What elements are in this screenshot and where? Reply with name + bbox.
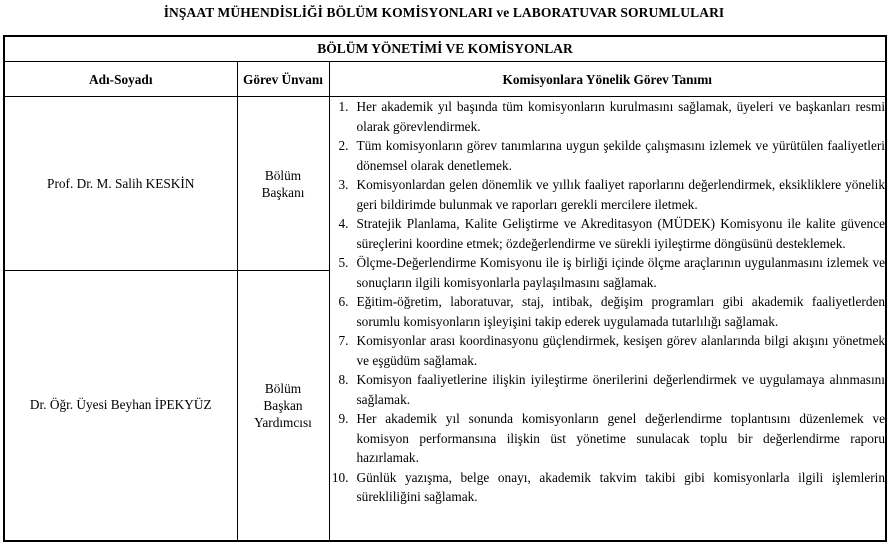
duty-number: 10. — [331, 469, 349, 485]
duty-text: Komisyonlar arası koordinasyonu güçlendirmek, kesişen görev alanlarında bilgi akışını yönetmek ve eşgüdüm sağlamak. — [356, 333, 886, 368]
duty-number: 4. — [338, 216, 349, 231]
duty-item — [330, 292, 886, 331]
duty-item — [330, 370, 886, 409]
person-title — [237, 271, 329, 541]
duty-item — [330, 214, 886, 253]
document-title: İNŞAAT MÜHENDİSLİĞİ BÖLÜM KOMİSYONLARI ve LABORATUVAR SORUMLULARI — [163, 5, 725, 20]
person-name: Prof. Dr. M. Salih KESKİN — [4, 97, 237, 271]
duty-number: 9. — [338, 411, 349, 426]
column-header-duties: Komisyonlara Yönelik Görev Tanımı — [329, 62, 886, 97]
duty-number: 5. — [338, 255, 349, 270]
duty-item — [330, 136, 886, 175]
duty-text: Komisyon faaliyetlerine ilişkin iyileştirme önerilerini değerlendirmek ve uygulamaya alınmasını sağlamak. — [356, 372, 886, 407]
duty-item — [330, 253, 886, 292]
duty-number: 6. — [338, 294, 349, 309]
duties-list — [330, 97, 886, 507]
duty-item — [330, 468, 886, 507]
column-header-title — [237, 62, 329, 97]
duty-text: Tüm komisyonların görev tanımlarına uygun şekilde çalışmasını izlemek ve yürütülen faaliyetleri dönemsel olarak denetlemek. — [356, 138, 886, 173]
duty-number: 8. — [338, 372, 349, 387]
duty-number: 7. — [338, 333, 349, 348]
section-title: BÖLÜM YÖNETİMİ VE KOMİSYONLAR — [4, 36, 886, 62]
duty-item — [330, 331, 886, 370]
duty-number: 3. — [338, 177, 349, 192]
column-header-name: Adı-Soyadı — [4, 62, 237, 97]
duties-cell — [329, 97, 886, 541]
duty-text: Her akademik yıl sonunda komisyonların genel değerlendirme toplantısını düzenlemek ve komisyon performansına ilişkin üst yönetime sunulacak toplu bir değerlendirme raporu hazırlamak. — [356, 411, 886, 465]
duty-item — [330, 175, 886, 214]
person-title-label: Bölüm Başkan Yardımcısı — [254, 380, 312, 430]
person-name: Dr. Öğr. Üyesi Beyhan İPEKYÜZ — [4, 271, 237, 541]
column-header-title-label: Görev Ünvanı — [243, 71, 323, 87]
duty-number: 1. — [338, 99, 349, 114]
duty-text: Ölçme-Değerlendirme Komisyonu ile iş birliği içinde ölçme araçlarının uygulanmasını izlemek ve sonuçların ilgili komisyonlarla paylaşılmasını sağlamak. — [356, 255, 886, 290]
committee-table — [3, 35, 887, 542]
duty-text: Her akademik yıl başında tüm komisyonların kurulmasını sağlamak, üyeleri ve başkanları resmi olarak görevlendirmek. — [356, 99, 886, 134]
duty-text: Eğitim-öğretim, laboratuvar, staj, intibak, değişim programları gibi akademik faaliyetlerden sorumlu komisyonların işleyişini takip ederek uygulamada tutarlılığı sağlamak. — [356, 294, 886, 329]
duty-text: Stratejik Planlama, Kalite Geliştirme ve Akreditasyon (MÜDEK) Komisyonu ile kalite güvence süreçlerini koordine etmek; özdeğerlendirme ve sürekli iyileştirme döngüsünü desteklemek. — [356, 216, 886, 251]
duty-text: Günlük yazışma, belge onayı, akademik takvim takibi gibi komisyonlarla ilgili işlemlerin sürekliliğini sağlamak. — [356, 469, 886, 504]
duty-number: 2. — [338, 138, 349, 153]
person-title-label: Bölüm Başkanı — [261, 167, 305, 200]
duty-item — [330, 409, 886, 468]
duty-item — [330, 97, 886, 136]
duty-text: Komisyonlardan gelen dönemlik ve yıllık faaliyet raporlarını değerlendirmek, eksikliklere yönelik geri bildirimde bulunmak ve raporları gerekli mercilere iletmek. — [356, 177, 886, 212]
person-title — [237, 97, 329, 271]
